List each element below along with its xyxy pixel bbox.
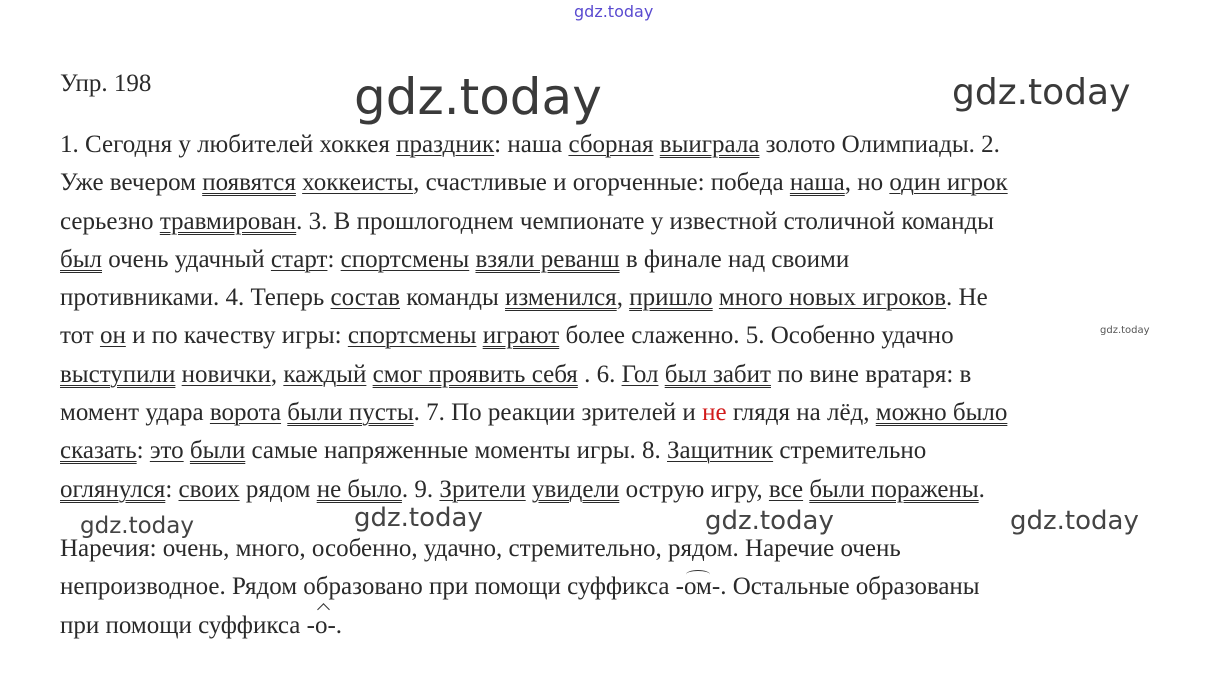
subject: все (768, 475, 804, 503)
subject: старт (270, 245, 328, 273)
watermark-top: gdz.today (574, 2, 654, 21)
predicate: играют (482, 322, 560, 350)
notes-line: Наречия: очень, много, особенно, удачно, стремительно, рядом. Наречие очень (60, 535, 901, 562)
suffix-mark: ом (684, 568, 712, 606)
subject: это (149, 437, 184, 465)
subject: много новых игроков (718, 284, 947, 312)
predicate: был (60, 245, 102, 273)
text-line: противниками. 4. Теперь состав команды изменился, пришло много новых игроков. Не (60, 284, 988, 312)
predicate: взяли реванш (475, 245, 620, 273)
predicate: были пусты (287, 399, 414, 427)
text-line: серьезно травмирован. 3. В прошлогоднем чемпионате у известной столичной команды (60, 207, 994, 235)
watermark-bottom-1: gdz.today (80, 513, 194, 539)
text-line: 1. Сегодня у любителей хоккея праздник: наша сборная выиграла золото Олимпиады. 2. (60, 131, 1000, 158)
predicate: смог проявить себя (372, 360, 578, 388)
predicate: появятся (202, 169, 296, 197)
text-line: сказать: это были самые напряженные моменты игры. 8. Защитник стремительно (60, 437, 927, 465)
watermark-bottom-4: gdz.today (1010, 506, 1139, 536)
subject: Зрители (439, 475, 526, 503)
subject: сборная (568, 131, 654, 158)
predicate: травмирован (159, 207, 297, 235)
text-line: выступили новички, каждый смог проявить себя . 6. Гол был забит по вине вратаря: в (60, 360, 972, 388)
subject: спортсмены (340, 245, 470, 273)
predicate: пришло (629, 284, 713, 312)
predicate: выиграла (659, 131, 760, 158)
subject: состав (330, 284, 400, 312)
predicate: были поражены (809, 475, 979, 503)
subject: Гол (621, 360, 659, 388)
subject: хоккеисты (302, 169, 414, 197)
subject: Защитник (667, 437, 774, 465)
watermark-bottom-3: gdz.today (705, 506, 834, 536)
text-line: тот он и по качеству игры: спортсмены играют более слаженно. 5. Особенно удачно (60, 322, 954, 350)
text-line: оглянулся: своих рядом не было. 9. Зрители увидели острую игру, все были поражены. (60, 475, 985, 503)
watermark-large: gdz.today (354, 68, 602, 126)
predicate: не было (316, 475, 402, 503)
predicate: изменился (505, 284, 617, 312)
exercise-answer-text (60, 126, 1180, 509)
predicate: сказать (60, 437, 137, 465)
text-line: момент удара ворота были пусты. 7. По реакции зрителей и не глядя на лёд, можно было (60, 399, 1008, 427)
subject: каждый (283, 360, 367, 388)
subject: новички (181, 360, 271, 388)
notes-line: при помощи суффикса -о-. (60, 607, 1180, 645)
text-line: Уже вечером появятся хоккеисты, счастливые и огорченные: победа наша, но один игрок (60, 169, 1008, 197)
watermark-right: gdz.today (952, 72, 1131, 113)
suffix-mark: о (315, 607, 328, 645)
watermark-bottom-2: gdz.today (354, 503, 483, 533)
predicate: можно было (875, 399, 1008, 427)
text-line: был очень удачный старт: спортсмены взяли реванш в финале над своими (60, 245, 850, 273)
adverbs-notes (60, 530, 1180, 645)
subject: он (99, 322, 126, 350)
exercise-title: Упр. 198 (60, 70, 152, 97)
watermark-tiny: gdz.today (1100, 325, 1150, 336)
predicate: выступили (60, 360, 176, 388)
notes-line: непроизводное. Рядом образовано при помощи суффикса -ом-. Остальные образованы (60, 568, 1180, 606)
highlighted-particle: не (702, 399, 727, 427)
predicate: увидели (531, 475, 620, 503)
predicate: оглянулся (60, 475, 166, 503)
subject: спортсмены (347, 322, 477, 350)
predicate: был забит (664, 360, 771, 388)
subject: праздник (396, 131, 495, 158)
subject: своих (178, 475, 240, 503)
predicate: были (189, 437, 246, 465)
subject: ворота (209, 399, 282, 427)
subject: один игрок (889, 169, 1008, 197)
predicate: наша (789, 169, 845, 197)
